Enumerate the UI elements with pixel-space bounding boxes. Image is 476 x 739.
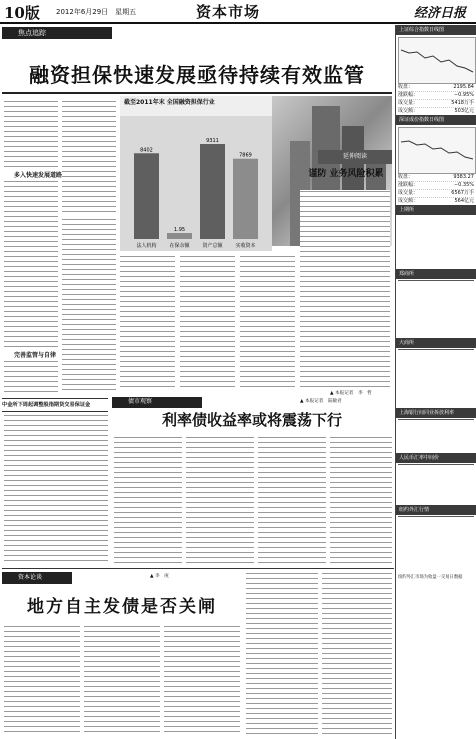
article-text [62,100,116,215]
chart-value-label: 9311 [206,138,219,144]
stat-row: 成交量： 5418万手 [398,100,474,106]
issue-date: 2012年6月29日 星期五 [56,8,137,16]
focus-headline: 融资担保快速发展亟待持续有效监管 [29,63,365,87]
chart-title-band [120,96,272,116]
article-text [62,218,116,393]
sz-index-stats [398,174,474,206]
sh-index-sparkline [399,38,475,83]
stat-row: 成交额： 564亿元 [398,198,474,204]
focus-banner-label: 焦点追踪 [18,29,46,37]
market-data-rail [395,25,476,739]
chart-title: 截至2011年末 全国融资担保行业 [124,99,215,106]
fx-table [398,464,474,465]
sz-index-chart [398,127,476,174]
article-text [84,625,160,735]
czce-title: 郑商所 [396,269,476,279]
bond-banner-label: 债市观察 [128,398,153,405]
chart-plot [120,116,272,251]
article-text [246,572,318,735]
stat-row: 收盘： 9383.27 [398,174,474,180]
article-text [330,436,392,564]
chart-category-label: 资产总额 [202,243,223,249]
chart-bar [134,153,159,239]
sidebar-title: 谨防 业务风险积累 [308,169,384,179]
page-header [0,0,476,24]
nyfx-title: 纽约外汇行情 [396,505,476,515]
chart-category-label: 在保余额 [169,243,190,249]
opinion-headline: 地方自主发债是否关闸 [27,597,217,617]
table-header [398,349,474,350]
sz-index-sparkline [399,128,475,173]
newspaper-masthead: 经济日报 [414,6,467,21]
chart-bar [167,233,192,239]
sh-index-title: 上证综合指数日线图 [396,25,476,35]
bond-banner [112,397,202,408]
bond-headline: 利率债收益率或将震荡下行 [161,411,342,429]
sh-index-chart [398,37,476,84]
stat-row: 成交额： 503亿元 [398,108,474,114]
focus-byline: ▲ 本报记者 李 哲 [330,391,372,396]
table-header [398,464,474,465]
shibor-table [398,419,474,420]
chart-category-label: 实收资本 [235,243,256,249]
stat-row: 涨跌幅： −0.95% [398,92,474,98]
sh-index-stats [398,84,474,116]
focus-subhead-1: 多入快速发展道路 [14,172,63,179]
chart-bar [233,159,258,239]
article-text [180,255,235,390]
shfe-title: 上期所 [396,205,476,215]
bond-byline: ▲ 本报记者 陆敏君 [300,399,342,404]
article-text [322,572,392,735]
opinion-banner [2,572,72,584]
dce-table [398,349,474,350]
headline-rule [2,92,392,94]
article-text [4,414,108,564]
chart-value-label: 8402 [140,147,153,154]
fx-title: 人民币汇率中间价 [396,453,476,463]
table-header [398,516,474,517]
chart-value-label: 7869 [239,152,252,159]
article-text [120,255,175,390]
opinion-banner-label: 资本论谈 [18,574,43,581]
article-text [164,625,240,735]
table-header [398,419,474,420]
article-text [4,625,80,735]
section-divider [2,568,394,569]
stat-row: 涨跌幅： −0.35% [398,182,474,188]
nyfx-note: 纽约外汇市场为收盘一交易日数据 [398,575,463,580]
article-text [186,436,254,564]
infobox-title: 中金所下周起调整股指期货交易保证金 [2,398,108,412]
stat-row: 成交量： 6567万手 [398,190,474,196]
focus-subhead-2: 完善监管与自律 [14,352,57,359]
table-header [398,280,474,281]
article-text [258,436,326,564]
chart-value-label: 1.95 [173,227,186,233]
article-text [4,360,58,395]
dce-title: 大商所 [396,338,476,348]
article-text [300,190,390,388]
article-text [4,180,58,350]
article-text [4,100,58,168]
shibor-title: 上海银行间同业拆放利率 [396,408,476,418]
chart-category-label: 法人机构 [136,243,157,249]
page-number: 10版 [4,4,40,22]
chart-figure [120,96,272,251]
nyfx-table [398,516,474,517]
chart-bar [200,144,225,239]
opinion-byline: ▲ 李 庚 [150,574,169,579]
article-text [240,255,295,390]
focus-banner [2,27,112,39]
section-title: 资本市场 [196,3,261,21]
stat-row: 收盘： 2195.84 [398,84,474,90]
czce-table [398,280,474,281]
article-text [114,436,182,564]
sidebar-tag: 延伸阅读 [318,150,392,164]
sz-index-title: 深证成份指数日线图 [396,115,476,125]
